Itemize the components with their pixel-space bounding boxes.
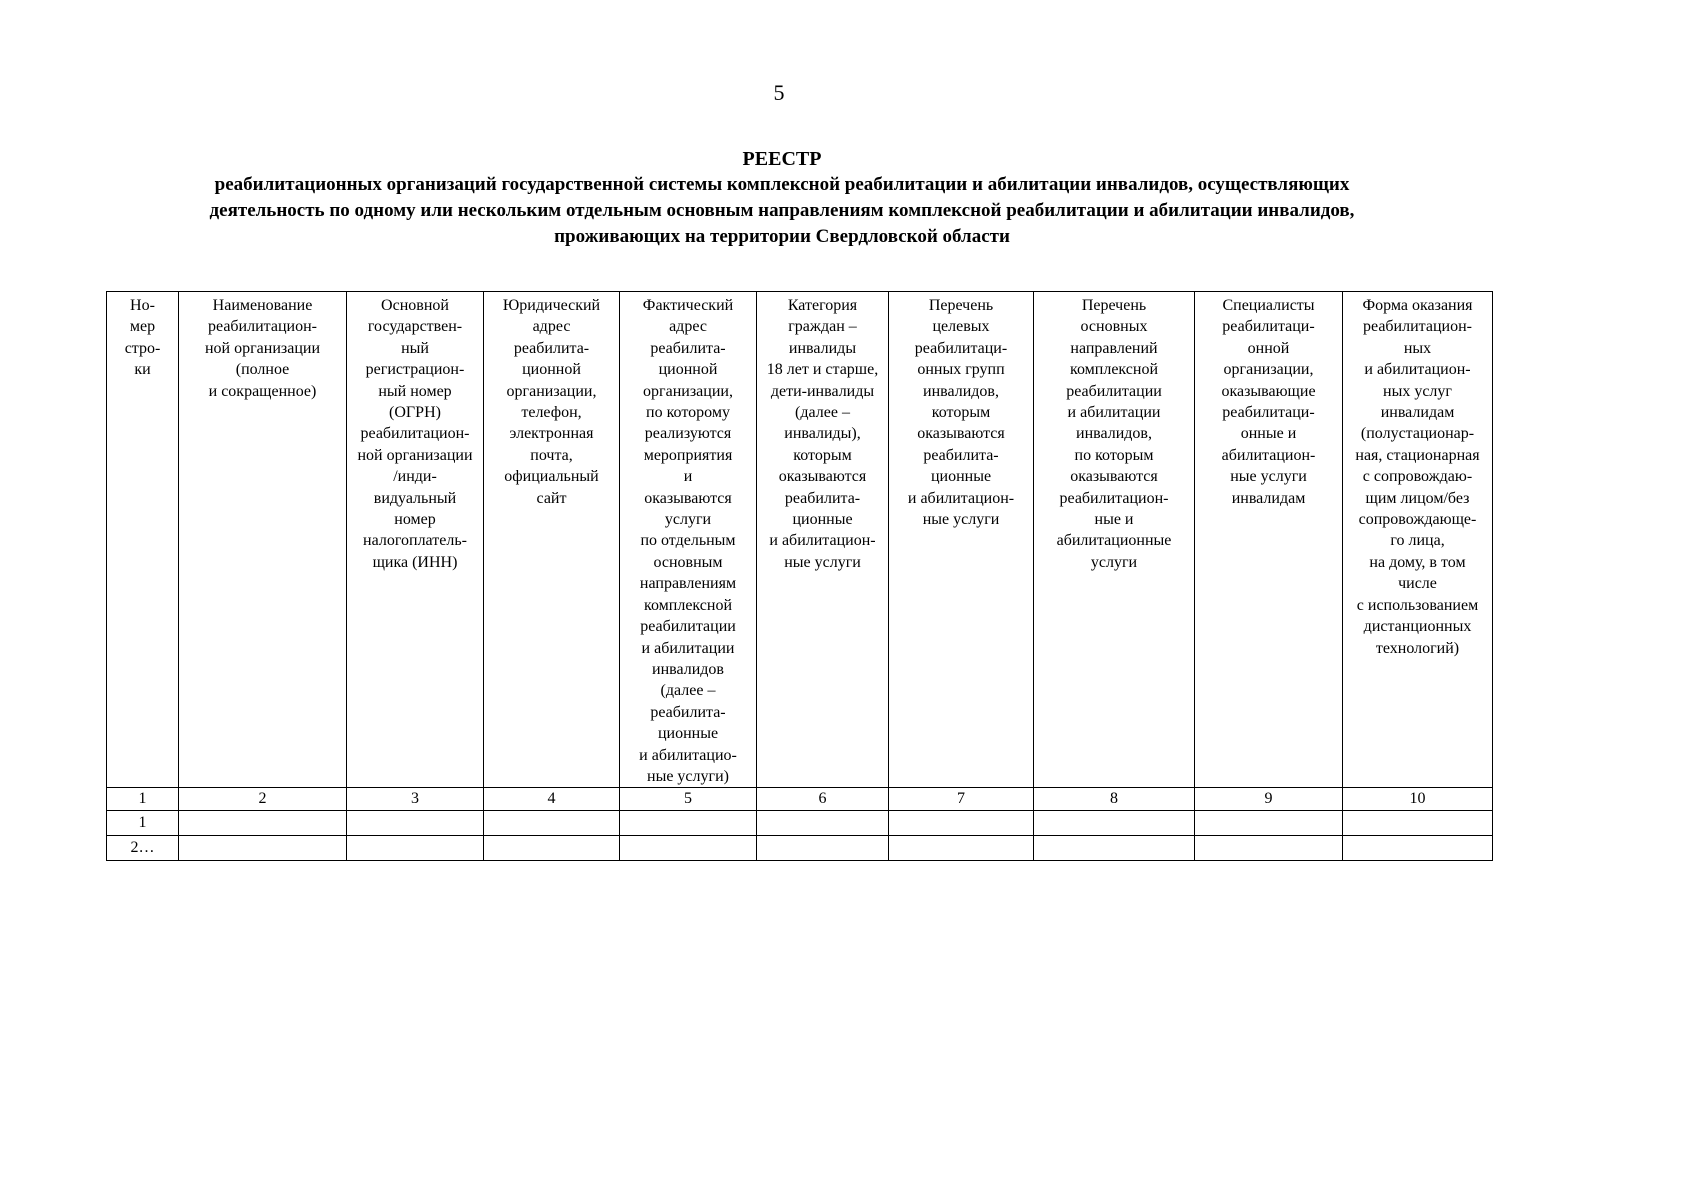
header-org-name: Наименование реабилитацион- ной организации (полное и сокращенное) (179, 292, 347, 788)
column-number: 10 (1343, 788, 1493, 810)
title-line: деятельность по одному или нескольким отдельным основным направлениям комплексной реабилитации и абилитации инвалидов, (209, 200, 1355, 221)
table-cell (889, 810, 1034, 835)
header-ogrn-inn: Основной государствен- ный регистрацион- ный номер (ОГРН) реабилитацион- ной организации /инди- видуальный номер налогоплатель- щика (ИНН) (347, 292, 484, 788)
column-number: 6 (757, 788, 889, 810)
table-row (107, 810, 1493, 835)
header-row-number: Но- мер стро- ки (107, 292, 179, 788)
table-cell (347, 810, 484, 835)
column-number: 1 (107, 788, 179, 810)
column-number: 9 (1195, 788, 1343, 810)
table-cell (620, 810, 757, 835)
column-number: 3 (347, 788, 484, 810)
header-directions: Перечень основных направлений комплексной реабилитации и абилитации инвалидов, по которым оказываются реабилитацион- ные и абилитационные услуги (1034, 292, 1195, 788)
table-cell (484, 810, 620, 835)
table-cell (179, 810, 347, 835)
table-cell (1195, 835, 1343, 860)
table-cell (889, 835, 1034, 860)
title-line: проживающих на территории Свердловской области (554, 226, 1010, 247)
column-number: 5 (620, 788, 757, 810)
table-cell: 1 (107, 810, 179, 835)
table-cell (179, 835, 347, 860)
table-row (107, 835, 1493, 860)
header-row (107, 292, 1493, 788)
table-cell: 2… (107, 835, 179, 860)
title-heading: РЕЕСТР (742, 148, 822, 170)
header-actual-address: Фактический адрес реабилита- ционной организации, по которому реализуются мероприятия и оказываются услуги по отдельным основным направлениям комплексной реабилитации и абилитации инвалидов (далее – реабилита- ционные и абилитацио- ные услуги) (620, 292, 757, 788)
header-specialists: Специалисты реабилитаци- онной организации, оказывающие реабилитаци- онные и абилитацион- ные услуги инвалидам (1195, 292, 1343, 788)
table-cell (620, 835, 757, 860)
table-cell (757, 835, 889, 860)
column-number: 7 (889, 788, 1034, 810)
table-cell (1343, 835, 1493, 860)
table-cell (1343, 810, 1493, 835)
column-number: 2 (179, 788, 347, 810)
column-number: 8 (1034, 788, 1195, 810)
page-number: 5 (773, 80, 785, 105)
table-cell (757, 810, 889, 835)
table-cell (347, 835, 484, 860)
registry-table (106, 291, 1493, 861)
table-cell (1034, 835, 1195, 860)
table-cell (1034, 810, 1195, 835)
column-number-row (107, 788, 1493, 810)
document-title (105, 146, 1459, 250)
column-number: 4 (484, 788, 620, 810)
header-target-groups: Перечень целевых реабилитаци- онных групп инвалидов, которым оказываются реабилита- ционные и абилитацион- ные услуги (889, 292, 1034, 788)
header-service-form: Форма оказания реабилитацион- ных и абилитацион- ных услуг инвалидам (полустационар- ная, стационарная с сопровождаю- щим лицом/без сопровождающе- го лица, на дому, в том числе с использованием дистанционных технологий) (1343, 292, 1493, 788)
table-cell (1195, 810, 1343, 835)
header-citizen-category: Категория граждан – инвалиды 18 лет и старше, дети-инвалиды (далее – инвалиды), которым оказываются реабилита- ционные и абилитацион- ные услуги (757, 292, 889, 788)
table-cell (484, 835, 620, 860)
header-legal-address: Юридический адрес реабилита- ционной организации, телефон, электронная почта, официальный сайт (484, 292, 620, 788)
title-line: реабилитационных организаций государственной системы комплексной реабилитации и абилитации инвалидов, осуществляющих (214, 174, 1350, 195)
